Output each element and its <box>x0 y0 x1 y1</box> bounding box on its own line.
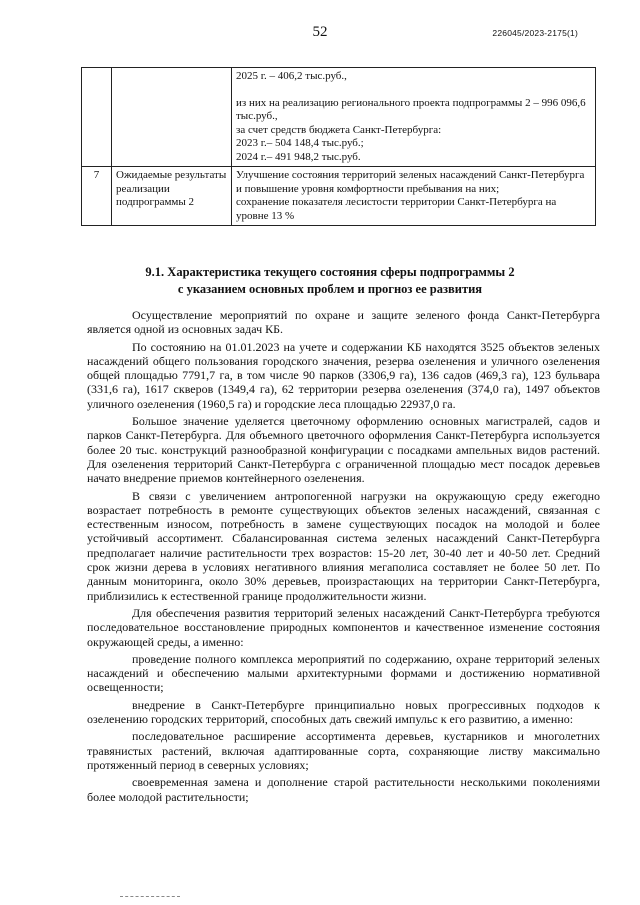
funding-line: 2023 г.– 504 148,4 тыс.руб.; <box>236 137 364 149</box>
row-number: 7 <box>82 167 112 226</box>
page-number: 52 <box>312 24 328 40</box>
table-cell-number <box>82 68 112 167</box>
table-cell-funding <box>232 68 596 167</box>
document-code: 226045/2023-2175(1) <box>492 28 578 38</box>
section-heading-line: 9.1. Характеристика текущего состояния сферы подпрограммы 2 <box>145 265 515 279</box>
paragraph: Осуществление мероприятий по охране и защите зеленого фонда Санкт-Петербурга является одной из основных задач КБ. <box>87 308 600 337</box>
footer-stamp-mark <box>120 896 180 899</box>
table-row <box>82 68 596 167</box>
funding-line: 2025 г. – 406,2 тыс.руб., <box>236 70 347 82</box>
subprogram-passport-table <box>81 67 596 226</box>
row-title: Ожидаемые результаты реализации подпрограммы 2 <box>112 167 232 226</box>
funding-line: из них на реализацию регионального проекта подпрограммы 2 – 996 096,6 тыс.руб., <box>236 96 586 122</box>
funding-line: за счет средств бюджета Санкт-Петербурга: <box>236 123 442 136</box>
section-heading <box>110 264 550 298</box>
paragraph: последовательное расширение ассортимента деревьев, кустарников и многолетних травянистых растений, включая адаптированные сорта, сохраняющие листву максимально протяженный период в северных условиях; <box>87 729 600 772</box>
paragraph: По состоянию на 01.01.2023 на учете и содержании КБ находятся 3525 объектов зеленых насаждений общего пользования городского значения, резерва озеленения и уличного озеленения общей площадью 7791,7 га, в том числе 90 парков (3306,9 га), 136 садов (469,3 га), 123 бульвара (331,6 га), 1617 скверов (1349,4 га), 62 территории резерва озеленения (374,0 га), 1497 объектов уличного озеленения (1960,5 га) и городские леса площадью 22937,0 га. <box>87 339 600 411</box>
funding-line: 2024 г.– 491 948,2 тыс.руб. <box>236 150 361 163</box>
paragraph: внедрение в Санкт-Петербурге принципиально новых прогрессивных подходов к озеленению городских территорий, способных дать свежий импульс к его развитию, а именно: <box>87 697 600 727</box>
section-heading-line: с указанием основных проблем и прогноз ее развития <box>177 282 483 296</box>
table-row <box>82 167 596 226</box>
paragraph: Для обеспечения развития территорий зеленых насаждений Санкт-Петербурга требуются последовательное восстановление природных компонентов и качественное изменение состояния окружающей среды, а именно: <box>87 605 600 649</box>
paragraph: проведение полного комплекса мероприятий по содержанию, охране территорий зеленых насаждений и обеспечению малыми архитектурными формами и достижению нормативной освещенности; <box>87 651 600 695</box>
paragraph: В связи с увеличением антропогенной нагрузки на окружающую среду ежегодно возрастает потребность в ремонте существующих объектов зеленых насаждений, связанная с естественным износом, потребность в замене существующих посадок на молодой и более устойчивый ассортимент. Сбалансированная система зеленых насаждений Санкт-Петербурга предполагает наличие растительности трех возрастов: 15-20 лет, 30-40 лет и 40-50 лет. Средний срок жизни дерева в условиях негативного влияния мегаполиса составляет не более 50 лет. По данным мониторинга, около 30% деревьев, произрастающих на территории Санкт-Петербурга, приблизились к естественной границе продолжительности жизни. <box>87 488 600 603</box>
paragraph: Большое значение уделяется цветочному оформлению основных магистралей, садов и парков Санкт-Петербурга. Для объемного цветочного оформления Санкт-Петербурга используется более 20 тыс. конструкций разнообразной конфигурации с посадками ампельных видов растений. Для озеленения территорий Санкт-Петербурга с ограниченной площадью мест посадок деревьев начато внедрение приемов контейнерного озеленения. <box>87 414 600 486</box>
expected-result: Улучшение состояния территорий зеленых насаждений Санкт-Петербурга и повышение уровня комфортности пребывания на них; <box>236 169 585 195</box>
table-cell-name <box>112 68 232 167</box>
expected-result: сохранение показателя лесистости территории Санкт-Петербурга на уровне 13 % <box>236 196 557 222</box>
section-body <box>87 308 600 807</box>
paragraph: своевременная замена и дополнение старой растительности несколькими поколениями более молодой растительности; <box>87 775 600 804</box>
expected-results-cell <box>232 167 596 226</box>
